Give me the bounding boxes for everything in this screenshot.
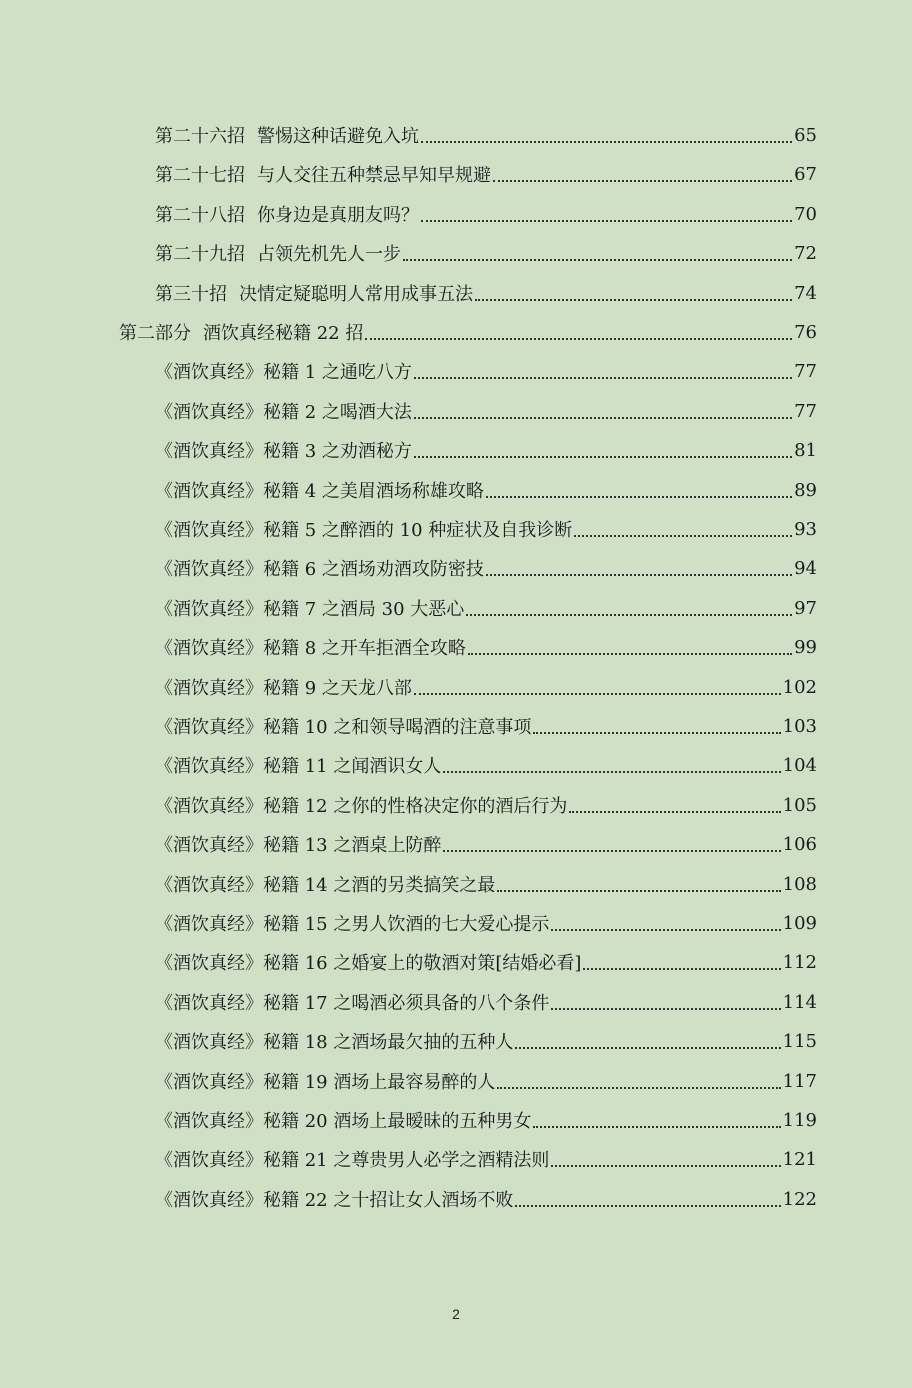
toc-leader-dots: [414, 417, 792, 419]
toc-entry-title: 酒饮真经秘籍 22 招: [203, 323, 364, 344]
toc-entry-page: 99: [794, 636, 817, 658]
toc-leader-dots: [414, 377, 792, 379]
toc-entry-page: 65: [794, 124, 817, 146]
toc-entry-page: 93: [794, 518, 817, 540]
toc-leader-dots: [533, 732, 780, 734]
toc-entry-number: 第三十招: [155, 284, 227, 305]
toc-entry[interactable]: [155, 1183, 817, 1215]
toc-leader-dots: [569, 811, 780, 813]
toc-entry-number: 第二部分: [119, 323, 191, 344]
toc-entry-title: 《酒饮真经》秘籍 21 之尊贵男人必学之酒精法则: [155, 1150, 550, 1171]
toc-entry-page: 89: [794, 479, 817, 501]
toc-entry[interactable]: [155, 828, 817, 860]
toc-entry[interactable]: [155, 434, 817, 466]
toc-entry-page: 77: [794, 360, 817, 382]
toc-entry-title: 《酒饮真经》秘籍 3 之劝酒秘方: [155, 441, 412, 462]
toc-entry-page: 112: [782, 951, 817, 973]
toc-entry-page: 105: [782, 794, 817, 816]
toc-leader-dots: [468, 653, 792, 655]
toc-entry-page: 117: [782, 1070, 817, 1092]
toc-entry-page: 70: [794, 203, 817, 225]
toc-leader-dots: [466, 614, 792, 616]
toc-leader-dots: [475, 299, 792, 301]
toc-entry[interactable]: [155, 119, 817, 151]
toc-leader-dots: [443, 771, 780, 773]
toc-leader-dots: [443, 850, 780, 852]
toc-entry[interactable]: [155, 946, 817, 978]
toc-leader-dots: [551, 1165, 780, 1167]
toc-entry[interactable]: [155, 631, 817, 663]
toc-entry[interactable]: [155, 1025, 817, 1057]
toc-leader-dots: [365, 338, 792, 340]
toc-leader-dots: [497, 1087, 780, 1089]
toc-entry-page: 108: [782, 873, 817, 895]
toc-entry-page: 119: [782, 1109, 817, 1131]
toc-entry[interactable]: [155, 592, 817, 624]
toc-entry-page: 109: [782, 912, 817, 934]
toc-entry[interactable]: [155, 1143, 817, 1175]
toc-entry[interactable]: [155, 986, 817, 1018]
toc-entry-title: 《酒饮真经》秘籍 13 之酒桌上防醉: [155, 835, 442, 856]
toc-entry[interactable]: [155, 671, 817, 703]
toc-entry[interactable]: [155, 513, 817, 545]
toc-entry-page: 67: [794, 163, 817, 185]
toc-entry[interactable]: [155, 1104, 817, 1136]
toc-entry-page: 115: [782, 1030, 817, 1052]
toc-part-heading[interactable]: [119, 316, 817, 348]
toc-entry-title: 《酒饮真经》秘籍 1 之通吃八方: [155, 362, 412, 383]
toc-leader-dots: [515, 1205, 780, 1207]
toc-entry[interactable]: [155, 1065, 817, 1097]
toc-entry-page: 74: [794, 282, 817, 304]
toc-entry-title: 《酒饮真经》秘籍 17 之喝酒必须具备的八个条件: [155, 993, 550, 1014]
toc-leader-dots: [421, 220, 792, 222]
toc-entry-title: 与人交往五种禁忌早知早规避: [257, 165, 491, 186]
toc-entry-page: 103: [782, 715, 817, 737]
toc-entry[interactable]: [155, 868, 817, 900]
toc-entry[interactable]: [155, 237, 817, 269]
toc-entry-page: 94: [794, 557, 817, 579]
toc-entry-title: 《酒饮真经》秘籍 18 之酒场最欠抽的五种人: [155, 1032, 514, 1053]
toc-leader-dots: [583, 968, 780, 970]
toc-entry[interactable]: [155, 749, 817, 781]
toc-entry-title: 警惕这种话避免入坑: [257, 126, 419, 147]
toc-entry-number: 第二十六招: [155, 126, 245, 147]
toc-entry-page: 114: [782, 991, 817, 1013]
toc-entry-title: 《酒饮真经》秘籍 6 之酒场劝酒攻防密技: [155, 559, 484, 580]
toc-leader-dots: [574, 535, 792, 537]
toc-entry-page: 104: [782, 754, 817, 776]
toc-entry[interactable]: [155, 198, 817, 230]
toc-entry-title: 《酒饮真经》秘籍 14 之酒的另类搞笑之最: [155, 875, 496, 896]
toc-entry-page: 121: [782, 1148, 817, 1170]
toc-entry-number: 第二十七招: [155, 165, 245, 186]
toc-entry[interactable]: [155, 710, 817, 742]
toc-entry-title: 《酒饮真经》秘籍 12 之你的性格决定你的酒后行为: [155, 796, 568, 817]
toc-entry[interactable]: [155, 474, 817, 506]
page-number: 2: [452, 1306, 460, 1322]
toc-leader-dots: [421, 141, 792, 143]
toc-entry-number: 第二十九招: [155, 244, 245, 265]
toc-entry[interactable]: [155, 355, 817, 387]
toc-leader-dots: [551, 929, 780, 931]
toc-entry[interactable]: [155, 277, 817, 309]
toc-entry-page: 77: [794, 400, 817, 422]
toc-leader-dots: [414, 456, 792, 458]
toc-entry-title: 《酒饮真经》秘籍 15 之男人饮酒的七大爱心提示: [155, 914, 550, 935]
toc-leader-dots: [533, 1126, 780, 1128]
toc-leader-dots: [403, 259, 792, 261]
toc-entry-title: 决情定疑聪明人常用成事五法: [239, 284, 473, 305]
toc-entry-title: 《酒饮真经》秘籍 20 酒场上最暧昧的五种男女: [155, 1111, 532, 1132]
toc-entry[interactable]: [155, 395, 817, 427]
toc-entry-page: 106: [782, 833, 817, 855]
toc-entry[interactable]: [155, 789, 817, 821]
toc-entry-title: 《酒饮真经》秘籍 11 之闻酒识女人: [155, 756, 442, 777]
toc-leader-dots: [486, 574, 792, 576]
toc-entry-title: 《酒饮真经》秘籍 2 之喝酒大法: [155, 402, 412, 423]
toc-entry[interactable]: [155, 158, 817, 190]
toc-leader-dots: [493, 180, 792, 182]
toc-entry-title: 占领先机先人一步: [257, 244, 401, 265]
toc-leader-dots: [414, 693, 781, 695]
toc-leader-dots: [515, 1047, 780, 1049]
toc-entry-page: 122: [782, 1188, 817, 1210]
toc-entry-title: 《酒饮真经》秘籍 4 之美眉酒场称雄攻略: [155, 481, 484, 502]
toc-entry-page: 76: [794, 321, 817, 343]
toc-entry-page: 102: [782, 676, 817, 698]
toc-entry-title: 你身边是真朋友吗？: [257, 205, 419, 226]
toc-leader-dots: [497, 890, 780, 892]
toc-entry-title: 《酒饮真经》秘籍 16 之婚宴上的敬酒对策[结婚必看]: [155, 953, 582, 974]
toc-entry-page: 81: [794, 439, 817, 461]
toc-entry-title: 《酒饮真经》秘籍 5 之醉酒的 10 种症状及自我诊断: [155, 520, 573, 541]
toc-entry-title: 《酒饮真经》秘籍 7 之酒局 30 大恶心: [155, 599, 465, 620]
toc-entry-title: 《酒饮真经》秘籍 22 之十招让女人酒场不败: [155, 1190, 514, 1211]
toc-entry[interactable]: [155, 907, 817, 939]
toc-entry-number: 第二十八招: [155, 205, 245, 226]
toc-entry-title: 《酒饮真经》秘籍 8 之开车拒酒全攻略: [155, 638, 466, 659]
toc-entry-title: 《酒饮真经》秘籍 10 之和领导喝酒的注意事项: [155, 717, 532, 738]
toc-leader-dots: [551, 1008, 780, 1010]
toc-leader-dots: [486, 496, 792, 498]
toc-entry-title: 《酒饮真经》秘籍 19 酒场上最容易醉的人: [155, 1072, 496, 1093]
toc-entry[interactable]: [155, 552, 817, 584]
toc-entry-page: 97: [794, 597, 817, 619]
toc-entry-page: 72: [794, 242, 817, 264]
toc-entry-title: 《酒饮真经》秘籍 9 之天龙八部: [155, 678, 412, 699]
